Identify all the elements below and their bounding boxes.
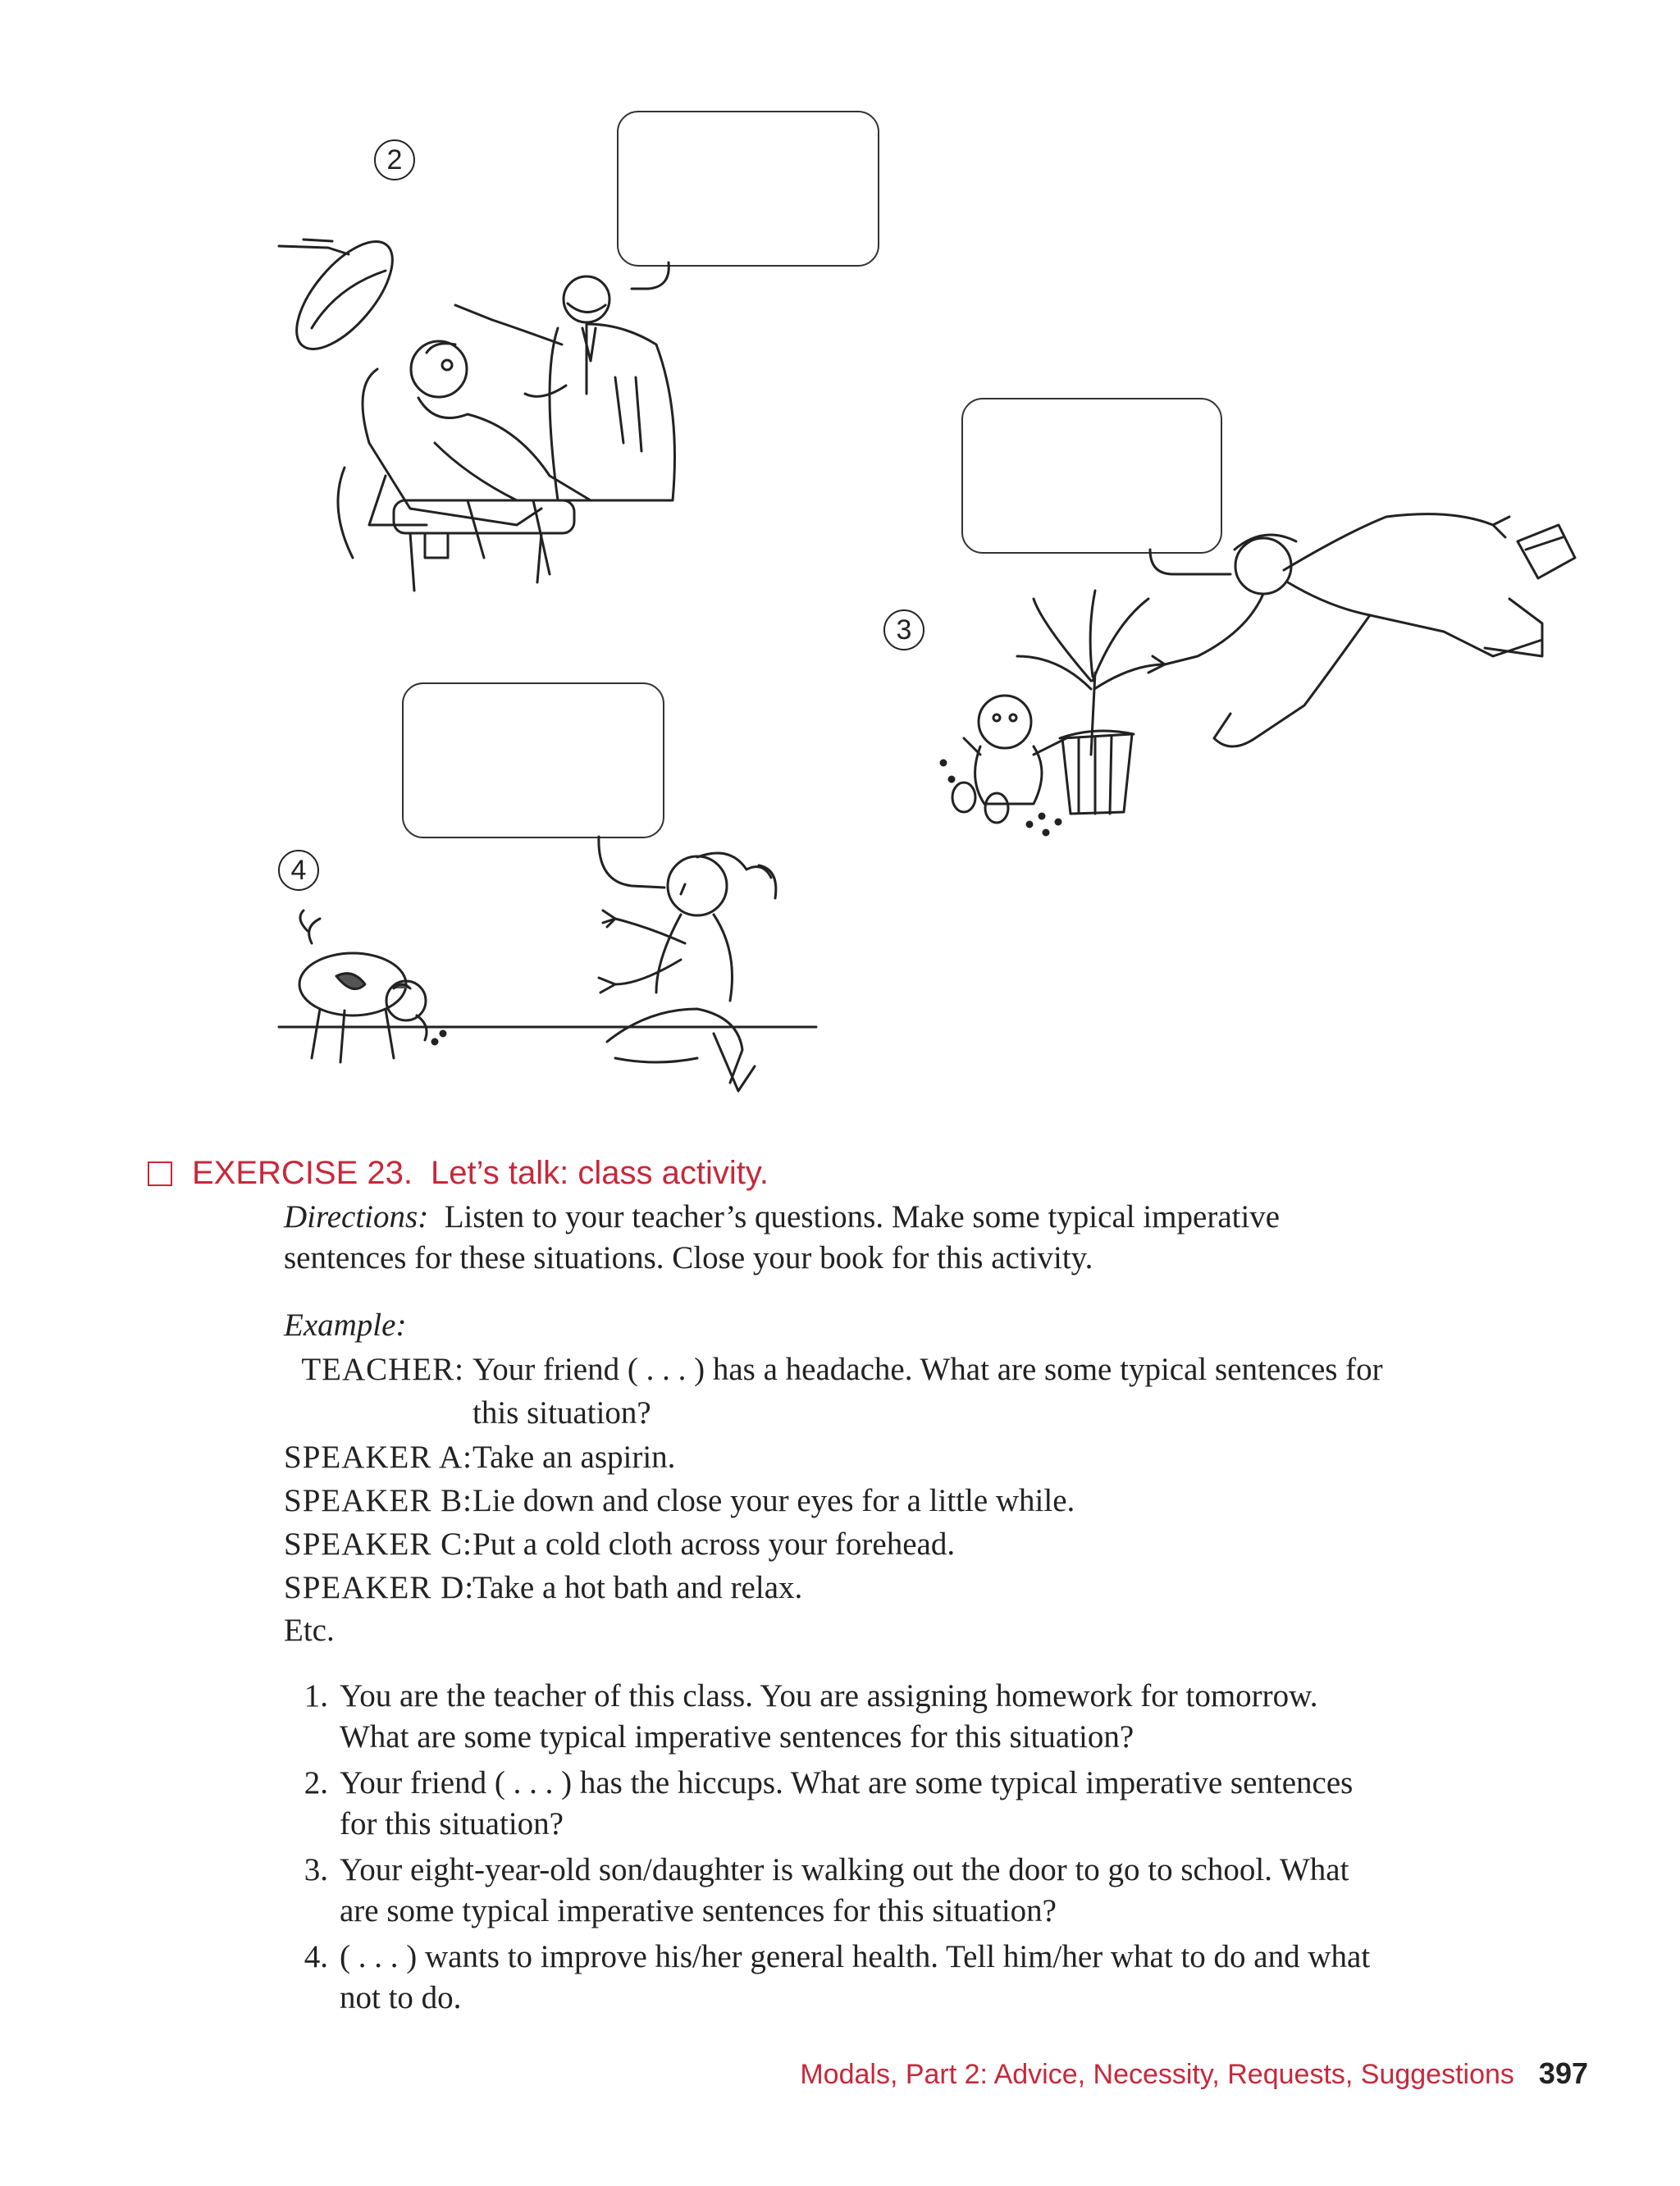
list-item-number: 1. [304, 1678, 328, 1714]
list-item-line: What are some typical imperative sentences for this situation? [340, 1719, 1134, 1755]
dialogue-speaker: SPEAKER B: [284, 1483, 472, 1518]
baby-plant-scene-icon [919, 492, 1583, 837]
dentist-scene-icon [271, 230, 697, 607]
chapter-title: Modals, Part 2: Advice, Necessity, Requests, Suggestions [800, 2059, 1514, 2090]
dialogue-speaker: SPEAKER D: [284, 1570, 475, 1605]
directions-text-1: Listen to your teacher’s questions. Make some typical imperative [444, 1199, 1281, 1234]
list-item-line: not to do. [340, 1980, 462, 2015]
speech-bubble-4 [402, 682, 664, 838]
dialogue-line: Put a cold cloth across your forehead. [472, 1527, 956, 1562]
dialogue-speaker: SPEAKER C: [284, 1527, 472, 1562]
list-item-number: 2. [304, 1765, 328, 1800]
directions-label: Directions: [284, 1199, 429, 1234]
list-item-line: are some typical imperative sentences for this situation? [340, 1893, 1057, 1928]
list-item-line: You are the teacher of this class. You are assigning homework for tomorrow. [340, 1678, 1318, 1714]
example-label: Example: [284, 1307, 407, 1343]
dialogue-speaker: SPEAKER A: [284, 1440, 472, 1475]
dialogue-line: this situation? [472, 1395, 651, 1431]
dialogue-line: Your friend ( . . . ) has a headache. What are some typical sentences for [472, 1352, 1383, 1387]
illustration-number-3: 3 [883, 609, 924, 650]
exercise-title: Let’s talk: class activity. [431, 1155, 769, 1191]
exercise-header [148, 1155, 769, 1192]
page-footer [800, 2056, 1588, 2091]
etc-text: Etc. [284, 1613, 335, 1648]
list-item-line: Your friend ( . . . ) has the hiccups. What are some typical imperative sentences [340, 1765, 1354, 1800]
girl-dog-scene-icon [271, 820, 829, 1099]
illustration-number-4: 4 [278, 850, 319, 891]
list-item-line: ( . . . ) wants to improve his/her general health. Tell him/her what to do and what [340, 1939, 1371, 1974]
list-item-line: for this situation? [340, 1806, 564, 1841]
list-item-number: 4. [304, 1939, 328, 1974]
list-item-number: 3. [304, 1852, 328, 1887]
directions-line-2: sentences for these situations. Close your book for this activity. [284, 1240, 1093, 1276]
page-number: 397 [1538, 2056, 1588, 2090]
directions-line-1 [284, 1196, 1280, 1238]
illustration-number-2: 2 [374, 139, 415, 180]
list-item-line: Your eight-year-old son/daughter is walking out the door to go to school. What [340, 1852, 1349, 1887]
empty-checkbox-icon [148, 1161, 172, 1186]
exercise-label: EXERCISE 23. [192, 1155, 413, 1191]
dialogue-speaker: TEACHER: [301, 1352, 464, 1387]
dialogue-line: Lie down and close your eyes for a little while. [472, 1483, 1075, 1518]
dialogue-line: Take a hot bath and relax. [472, 1570, 803, 1605]
dialogue-line: Take an aspirin. [472, 1440, 676, 1475]
